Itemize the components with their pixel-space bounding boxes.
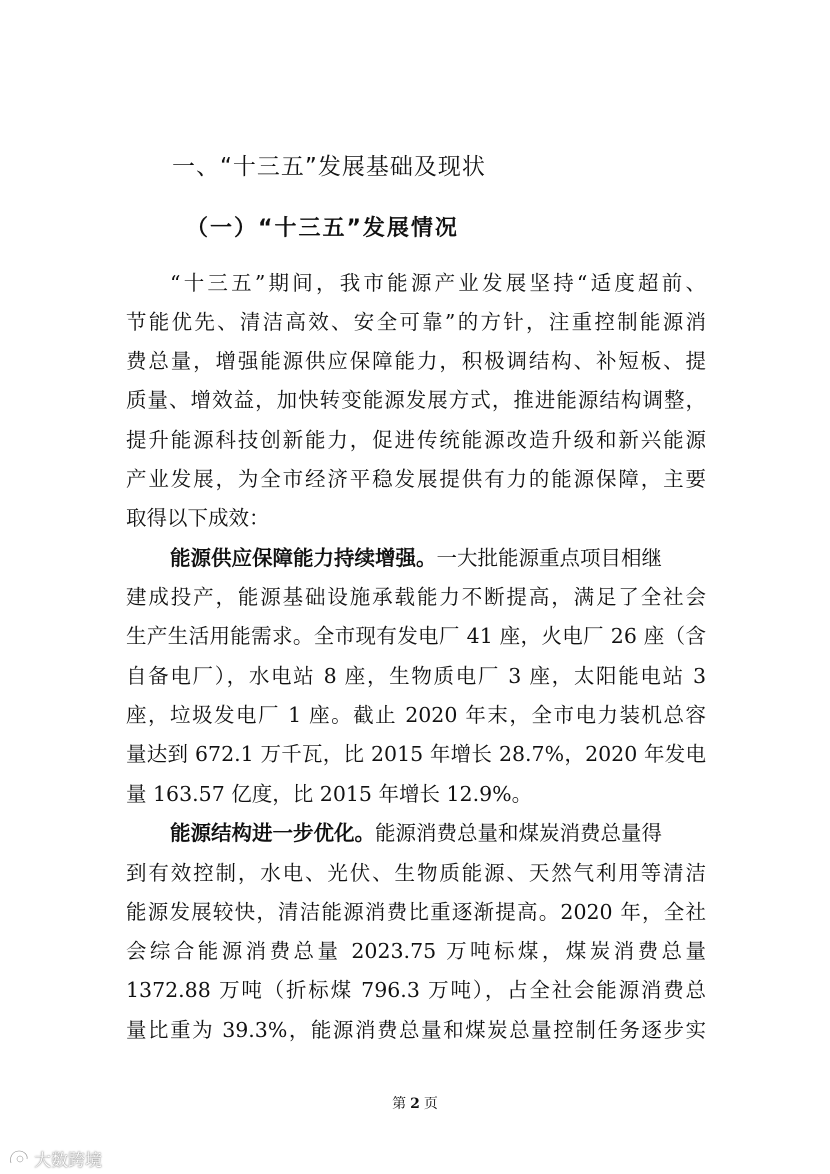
page-number-prefix: 第 bbox=[392, 1096, 407, 1112]
para2-line: 座，垃圾发电厂 1 座。截止 2020 年末，全市电力装机总容 bbox=[126, 703, 706, 727]
para3-line: 能源发展较快，清洁能源消费比重逐渐提高。2020 年，全社 bbox=[126, 900, 706, 924]
subsection-heading: （一）“十三五”发展情况 bbox=[186, 216, 459, 241]
para1-line: 取得以下成效： bbox=[126, 506, 270, 530]
watermark bbox=[8, 1146, 102, 1171]
para1-line: 质量、增效益，加快转变能源发展方式，推进能源结构调整， bbox=[126, 388, 706, 412]
page-number bbox=[0, 1093, 830, 1113]
para3-line: 能源消费总量和煤炭消费总量得 bbox=[375, 821, 662, 845]
para2-line: 建成投产，能源基础设施承载能力不断提高，满足了全社会 bbox=[126, 585, 706, 609]
para1-line: 节能优先、清洁高效、安全可靠”的方针，注重控制能源消 bbox=[126, 310, 706, 334]
para2-lead: 能源供应保障能力持续增强。 bbox=[170, 546, 437, 570]
para3-line: 量比重为 39.3%，能源消费总量和煤炭总量控制任务逐步实 bbox=[126, 1018, 706, 1042]
para2-line: 一大批能源重点项目相继 bbox=[436, 546, 662, 570]
para3-line: 会综合能源消费总量 2023.75 万吨标煤，煤炭消费总量 bbox=[126, 939, 706, 963]
para1-line: 费总量，增强能源供应保障能力，积极调结构、补短板、提 bbox=[126, 349, 706, 373]
para3-lead: 能源结构进一步优化。 bbox=[170, 821, 375, 845]
para2-line: 量 163.57 亿度，比 2015 年增长 12.9%。 bbox=[126, 782, 533, 806]
para2-line: 量达到 672.1 万千瓦，比 2015 年增长 28.7%，2020 年发电 bbox=[126, 742, 706, 766]
page-number-suffix: 页 bbox=[423, 1096, 438, 1112]
para3-first-line bbox=[170, 816, 662, 846]
watermark-logo-icon bbox=[8, 1148, 30, 1171]
section-heading: 一、“十三五”发展基础及现状 bbox=[172, 154, 486, 180]
para3-line: 到有效控制，水电、光伏、生物质能源、天然气利用等清洁 bbox=[126, 861, 706, 885]
para1-line: 产业发展，为全市经济平稳发展提供有力的能源保障，主要 bbox=[126, 467, 706, 491]
page-number-value: 2 bbox=[410, 1096, 420, 1112]
para2-line: 自备电厂），水电站 8 座，生物质电厂 3 座，太阳能电站 3 bbox=[126, 664, 706, 688]
para2-line: 生产生活用能需求。全市现有发电厂 41 座，火电厂 26 座（含 bbox=[126, 624, 706, 648]
para1-line: “十三五”期间，我市能源产业发展坚持“适度超前、 bbox=[170, 271, 706, 295]
watermark-text: 大数跨境 bbox=[34, 1151, 102, 1171]
para3-line: 1372.88 万吨（折标煤 796.3 万吨），占全社会能源消费总 bbox=[126, 978, 706, 1002]
para1-line: 提升能源科技创新能力，促进传统能源改造升级和新兴能源 bbox=[126, 428, 706, 452]
para2-first-line bbox=[170, 541, 662, 571]
